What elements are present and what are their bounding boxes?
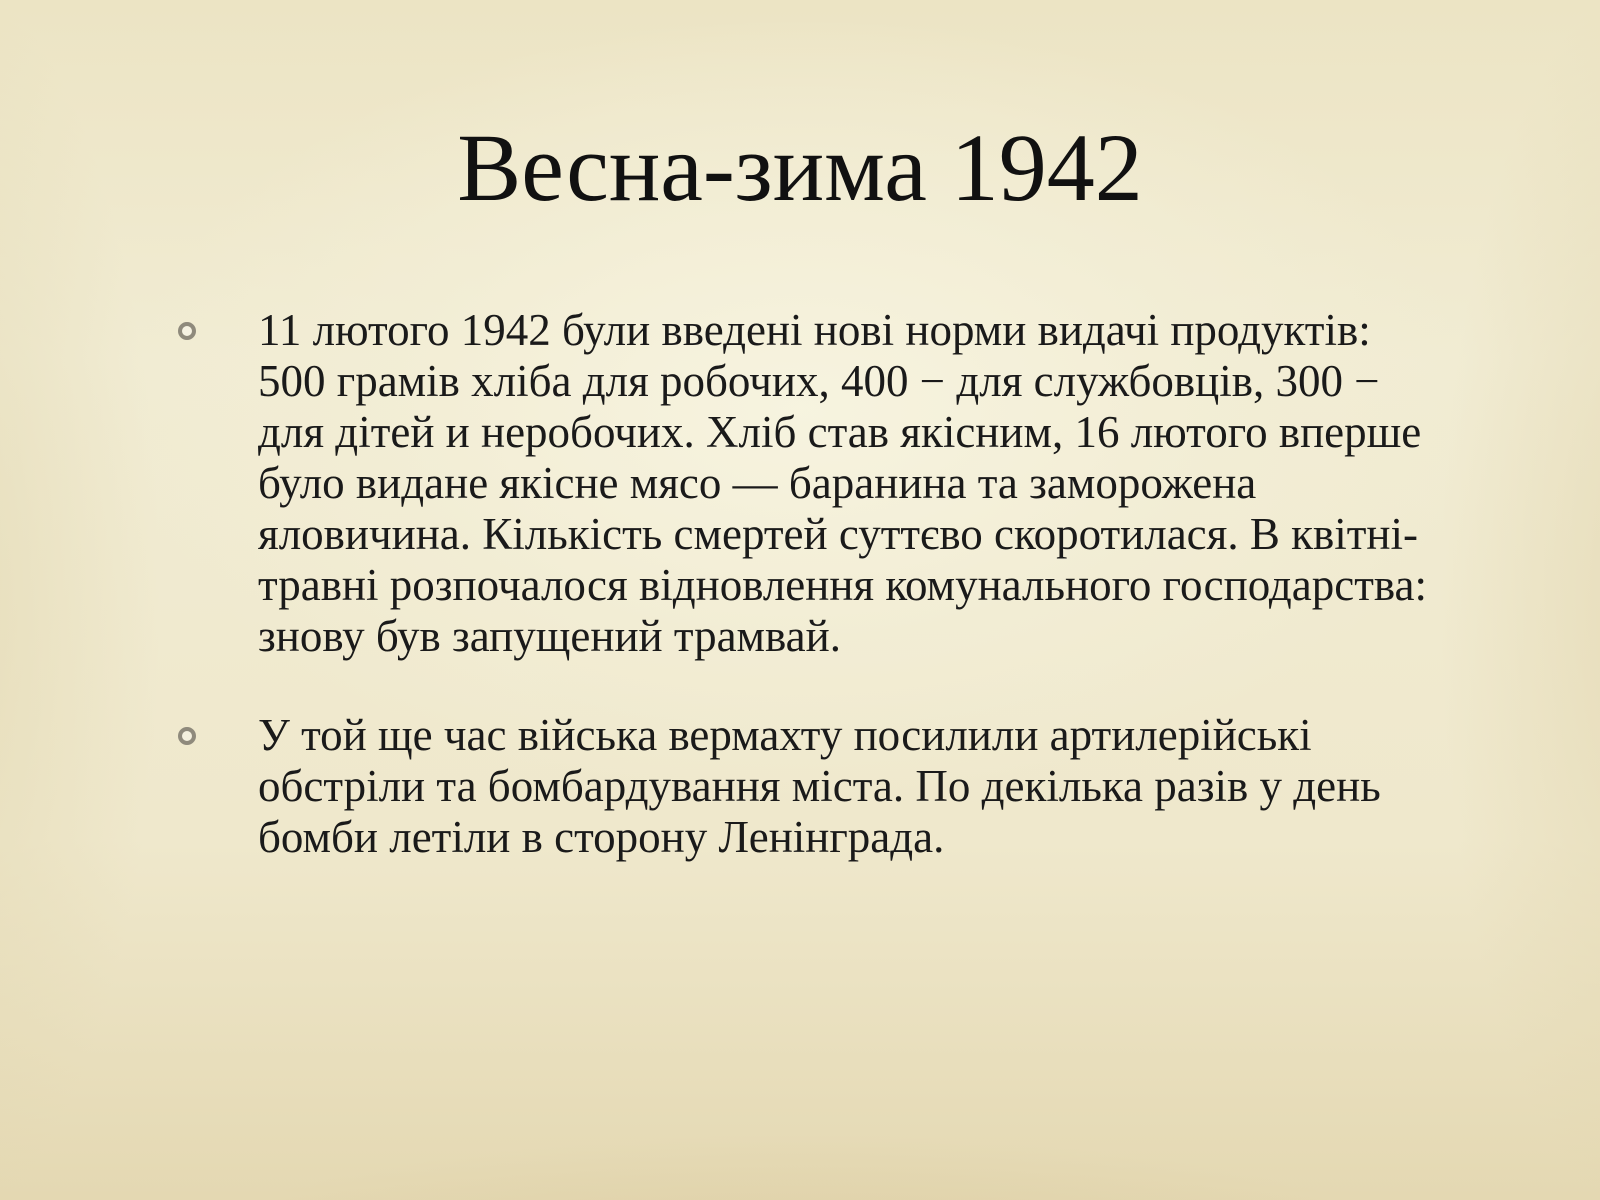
bullet-text: 11 лютого 1942 були введені нові норми видачі продуктів: 500 грамів хліба для робочих, 400 − для службовців, 300 − для дітей и неробочих. Хліб став якісним, 16 лютого вперше було видане якісне мясо — баранина та заморожена яловичина. Кількість смертей суттєво скоротилася. В квітні-травні розпочалося відновлення комунального господарства: знову був запущений трамвай. xyxy=(258,305,1428,661)
slide-title: Весна-зима 1942 xyxy=(457,114,1143,221)
bullet-item xyxy=(170,710,1440,863)
hollow-circle-bullet-icon xyxy=(178,322,196,340)
hollow-circle-bullet-icon xyxy=(178,727,196,745)
bullet-text: У той ще час війська вермахту посилили артилерійські обстріли та бомбардування міста. По декілька разів у день бомби летіли в сторону Ленінграда. xyxy=(258,710,1381,862)
bullet-item xyxy=(170,305,1440,662)
bullet-list xyxy=(170,305,1440,911)
